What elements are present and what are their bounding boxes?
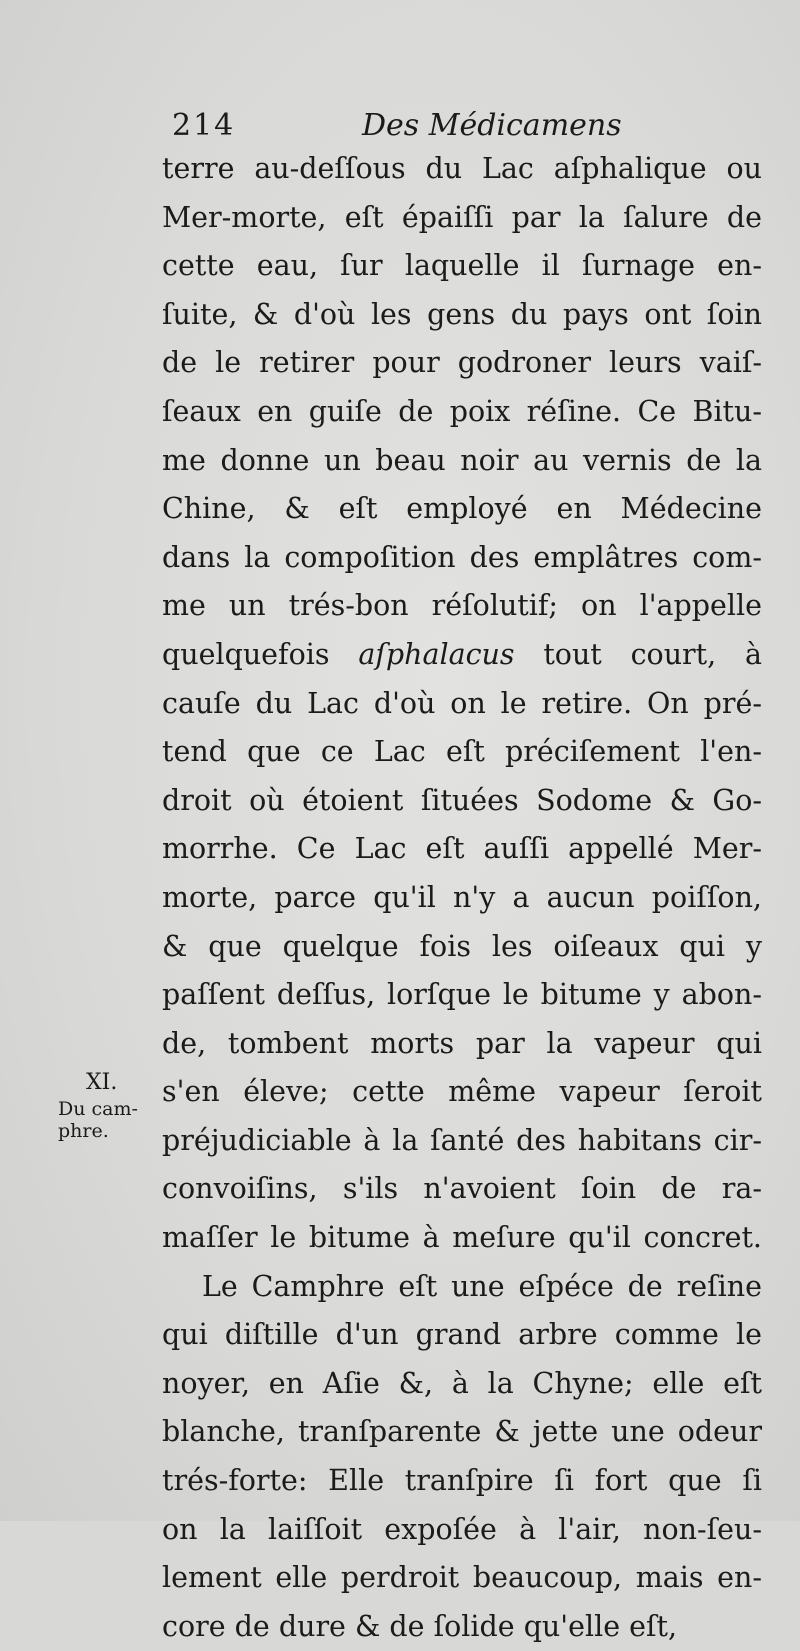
text-line-26: noyer, en Aſie &, à la Chyne; elle eſt bbox=[162, 1366, 762, 1400]
text-line-27: blanche, tranſparente & jette une odeur bbox=[162, 1415, 762, 1449]
italic-term: aſphalacus bbox=[358, 637, 515, 671]
text-line-3: cette eau, ſur laquelle il ſurnage en- bbox=[162, 249, 762, 283]
text-line-15: morrhe. Ce Lac eſt auſſi appellé Mer- bbox=[162, 832, 762, 866]
text-line-28: trés-forte: Elle tranſpire ſi fort que ſi bbox=[162, 1464, 762, 1498]
text-segment: quelquefois bbox=[162, 637, 330, 671]
text-line-20: s'en éleve; cette même vapeur ſeroit bbox=[162, 1075, 762, 1109]
text-line-13: tend que ce Lac eſt préciſement l'en- bbox=[162, 735, 762, 769]
text-line-23: maſſer le bitume à meſure qu'il concret. bbox=[162, 1221, 762, 1255]
text-line-25: qui diſtille d'un grand arbre comme le bbox=[162, 1318, 762, 1352]
text-line-6: ſeaux en guiſe de poix réſine. Ce Bitu- bbox=[162, 394, 762, 428]
text-line-2: Mer-morte, eſt épaiſſi par la ſalure de bbox=[162, 200, 762, 234]
text-line-1: terre au-deſſous du Lac aſphalique ou bbox=[162, 152, 762, 185]
text-line-11 bbox=[162, 631, 762, 680]
running-title: Des Médicamens bbox=[362, 108, 622, 143]
text-line-29: on la laiſſoit expoſée à l'air, non-ſeu- bbox=[162, 1512, 762, 1546]
text-line-19: de, tombent morts par la vapeur qui bbox=[162, 1026, 762, 1060]
text-line-17: & que quelque fois les oiſeaux qui y bbox=[162, 929, 762, 963]
margin-note-line: Du cam- bbox=[58, 1098, 138, 1120]
text-segment: tout court, à bbox=[543, 637, 763, 671]
text-line-7: me donne un beau noir au vernis de la bbox=[162, 443, 762, 477]
text-line-5: de le retirer pour godroner leurs vaiſ- bbox=[162, 346, 762, 380]
page-header bbox=[172, 104, 772, 148]
text-segment: Le Camphre eſt une eſpéce de reſine bbox=[202, 1269, 762, 1303]
text-line-24 bbox=[162, 1263, 762, 1312]
text-line-18: paſſent deſſus, lorſque le bitume y abon- bbox=[162, 978, 762, 1012]
page-number: 214 bbox=[172, 108, 236, 143]
text-line-14: droit où étoient ſituées Sodome & Go- bbox=[162, 783, 762, 817]
margin-note-line: phre. bbox=[58, 1120, 109, 1142]
section-numeral: XI. bbox=[86, 1070, 118, 1095]
text-line-30: lement elle perdroit beaucoup, mais en- bbox=[162, 1561, 762, 1595]
text-line-4: ſuite, & d'où les gens du pays ont ſoin bbox=[162, 297, 762, 331]
text-line-16: morte, parce qu'il n'y a aucun poiſſon, bbox=[162, 880, 762, 914]
text-line-12: cauſe du Lac d'où on le retire. On pré- bbox=[162, 686, 762, 720]
text-line-31: core de dure & de ſolide qu'elle eſt, bbox=[162, 1609, 678, 1643]
text-line-21: préjudiciable à la ſanté des habitans cir- bbox=[162, 1123, 762, 1157]
body-text bbox=[162, 145, 762, 1651]
text-line-10: me un trés-bon réſolutif; on l'appelle bbox=[162, 589, 762, 623]
text-line-8: Chine, & eſt employé en Médecine bbox=[162, 492, 762, 526]
text-line-22: convoiſins, s'ils n'avoient ſoin de ra- bbox=[162, 1172, 762, 1206]
text-line-9: dans la compoſition des emplâtres com- bbox=[162, 540, 762, 574]
margin-note bbox=[58, 1072, 162, 1142]
